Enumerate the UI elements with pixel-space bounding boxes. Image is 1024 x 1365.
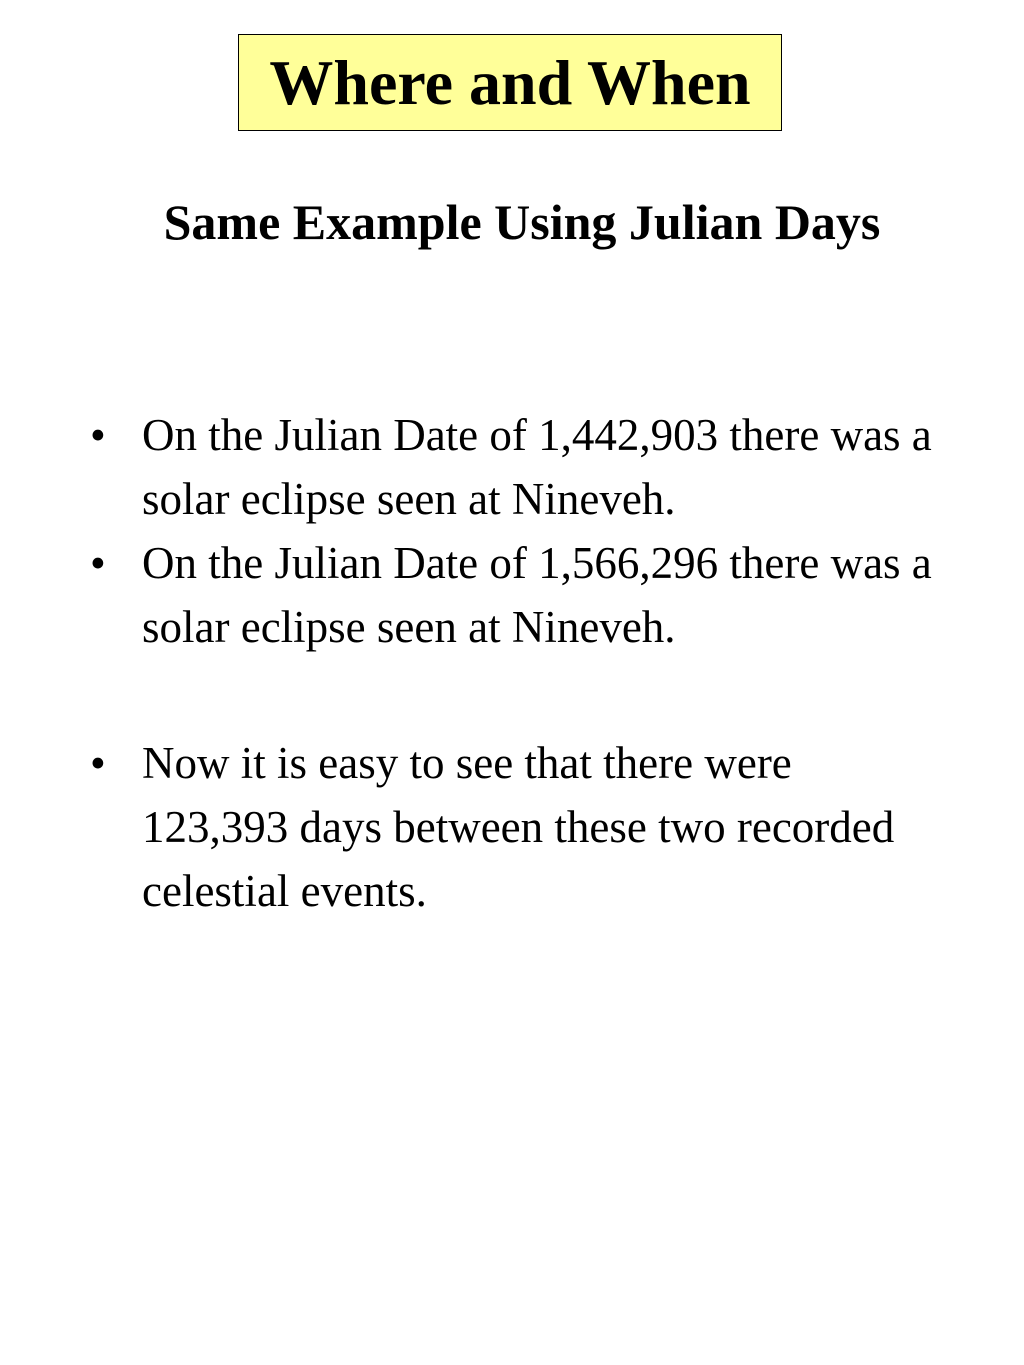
bullet-item: [0, 403, 942, 531]
bullet-item: [0, 531, 942, 659]
bullet-text: On the Julian Date of 1,442,903 there was a solar eclipse seen at Nineveh.: [142, 410, 932, 524]
bullet-dot-icon: •: [90, 538, 106, 588]
bullet-dot-icon: •: [90, 410, 106, 460]
bullet-item: [0, 731, 942, 923]
slide-subtitle: Same Example Using Julian Days: [163, 194, 881, 250]
slide-title: Where and When: [269, 46, 751, 118]
title-box: [238, 34, 782, 131]
bullet-text: On the Julian Date of 1,566,296 there was a solar eclipse seen at Nineveh.: [142, 538, 932, 652]
bullet-dot-icon: •: [90, 738, 106, 788]
bullet-text: Now it is easy to see that there were 123,393 days between these two recorded celestial events.: [142, 738, 895, 916]
bullet-list: [0, 403, 1024, 923]
